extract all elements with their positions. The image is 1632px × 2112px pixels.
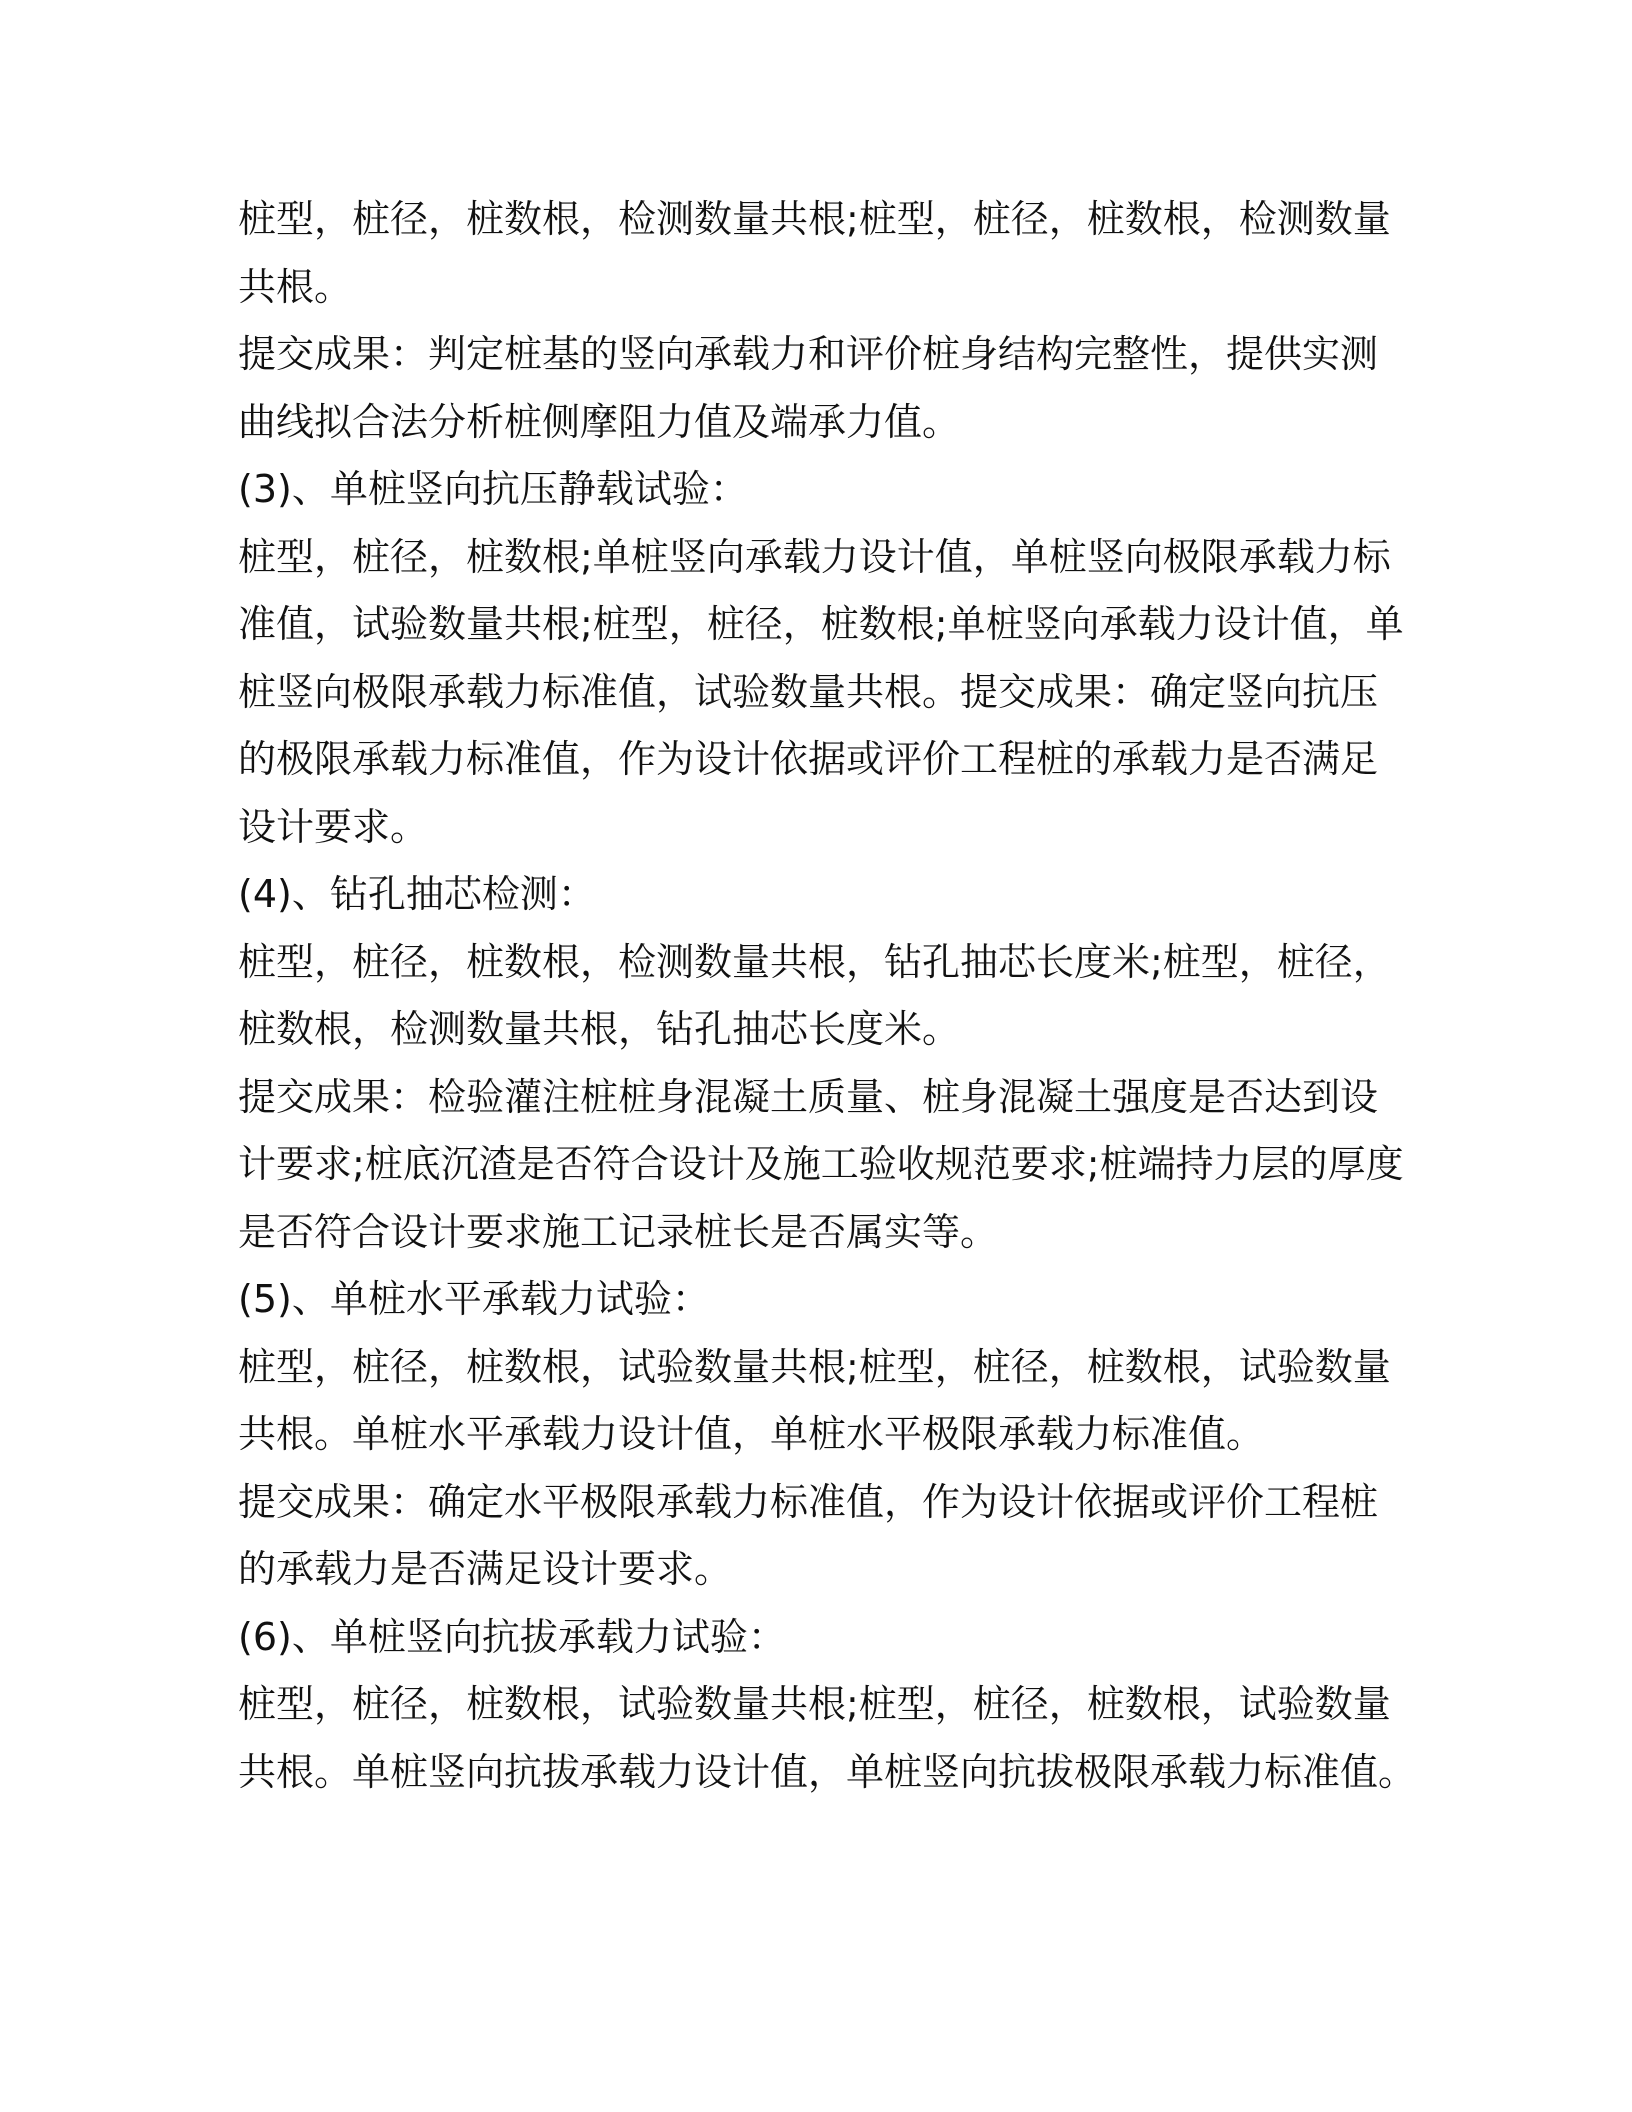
section-heading-5 xyxy=(238,1266,1398,1334)
section-heading-6 xyxy=(238,1604,1398,1672)
text-line: 桩型，桩径，桩数根;单桩竖向承载力设计值，单桩竖向极限承载力标 xyxy=(238,534,1391,579)
text-line: 共根。单桩水平承载力设计值，单桩水平极限承载力标准值。 xyxy=(238,1412,1265,1456)
text-line: 桩型，桩径，桩数根，检测数量共根;桩型，桩径，桩数根，检测数量 xyxy=(238,197,1391,241)
paragraph-deliverables-core xyxy=(238,1064,1404,1267)
text-line: 桩型，桩径，桩数根，试验数量共根;桩型，桩径，桩数根，试验数量 xyxy=(238,1344,1391,1389)
section-heading-3 xyxy=(238,456,1398,524)
heading-line: (3)、单桩竖向抗压静载试验： xyxy=(238,467,748,511)
text-line: 的承载力是否满足设计要求。 xyxy=(238,1547,733,1591)
text-line: 计要求;桩底沉渣是否符合设计及施工验收规范要求;桩端持力层的厚度 xyxy=(238,1142,1404,1186)
text-line: 提交成果：判定桩基的竖向承载力和评价桩身结构完整性，提供实测 xyxy=(238,332,1379,376)
text-line: 共根。单桩竖向抗拔承载力设计值，单桩竖向抗拔极限承载力标准值。 xyxy=(238,1749,1417,1794)
section-heading-4 xyxy=(238,861,1398,929)
paragraph-static-load-test xyxy=(238,524,1404,862)
text-line: 桩数根，检测数量共根，钻孔抽芯长度米。 xyxy=(238,1007,961,1051)
paragraph-deliverables-1 xyxy=(238,321,1398,456)
text-line: 提交成果：检验灌注桩桩身混凝土质量、桩身混凝土强度是否达到设 xyxy=(238,1074,1379,1119)
text-line: 桩竖向极限承载力标准值，试验数量共根。提交成果：确定竖向抗压 xyxy=(238,669,1379,714)
document-body xyxy=(238,186,1417,1806)
paragraph-horizontal-load xyxy=(238,1334,1398,1469)
paragraph-pile-specs-1 xyxy=(238,186,1398,321)
text-line: 的极限承载力标准值，作为设计依据或评价工程桩的承载力是否满足 xyxy=(238,737,1379,781)
text-line: 桩型，桩径，桩数根，试验数量共根;桩型，桩径，桩数根，试验数量 xyxy=(238,1682,1391,1726)
paragraph-core-drilling xyxy=(238,929,1398,1064)
paragraph-uplift-load xyxy=(238,1671,1417,1806)
text-line: 设计要求。 xyxy=(238,804,429,849)
text-line: 共根。 xyxy=(238,264,353,309)
heading-line: (5)、单桩水平承载力试验： xyxy=(238,1277,710,1321)
text-line: 提交成果：确定水平极限承载力标准值，作为设计依据或评价工程桩 xyxy=(238,1479,1379,1524)
text-line: 桩型，桩径，桩数根，检测数量共根，钻孔抽芯长度米;桩型，桩径， xyxy=(238,939,1391,984)
text-line: 曲线拟合法分析桩侧摩阻力值及端承力值。 xyxy=(238,399,961,444)
text-line: 准值，试验数量共根;桩型，桩径，桩数根;单桩竖向承载力设计值，单 xyxy=(238,602,1404,646)
heading-line: (4)、钻孔抽芯检测： xyxy=(238,872,596,916)
heading-line: (6)、单桩竖向抗拔承载力试验： xyxy=(238,1614,786,1659)
text-line: 是否符合设计要求施工记录桩长是否属实等。 xyxy=(238,1209,999,1254)
paragraph-deliverables-horizontal xyxy=(238,1469,1398,1604)
